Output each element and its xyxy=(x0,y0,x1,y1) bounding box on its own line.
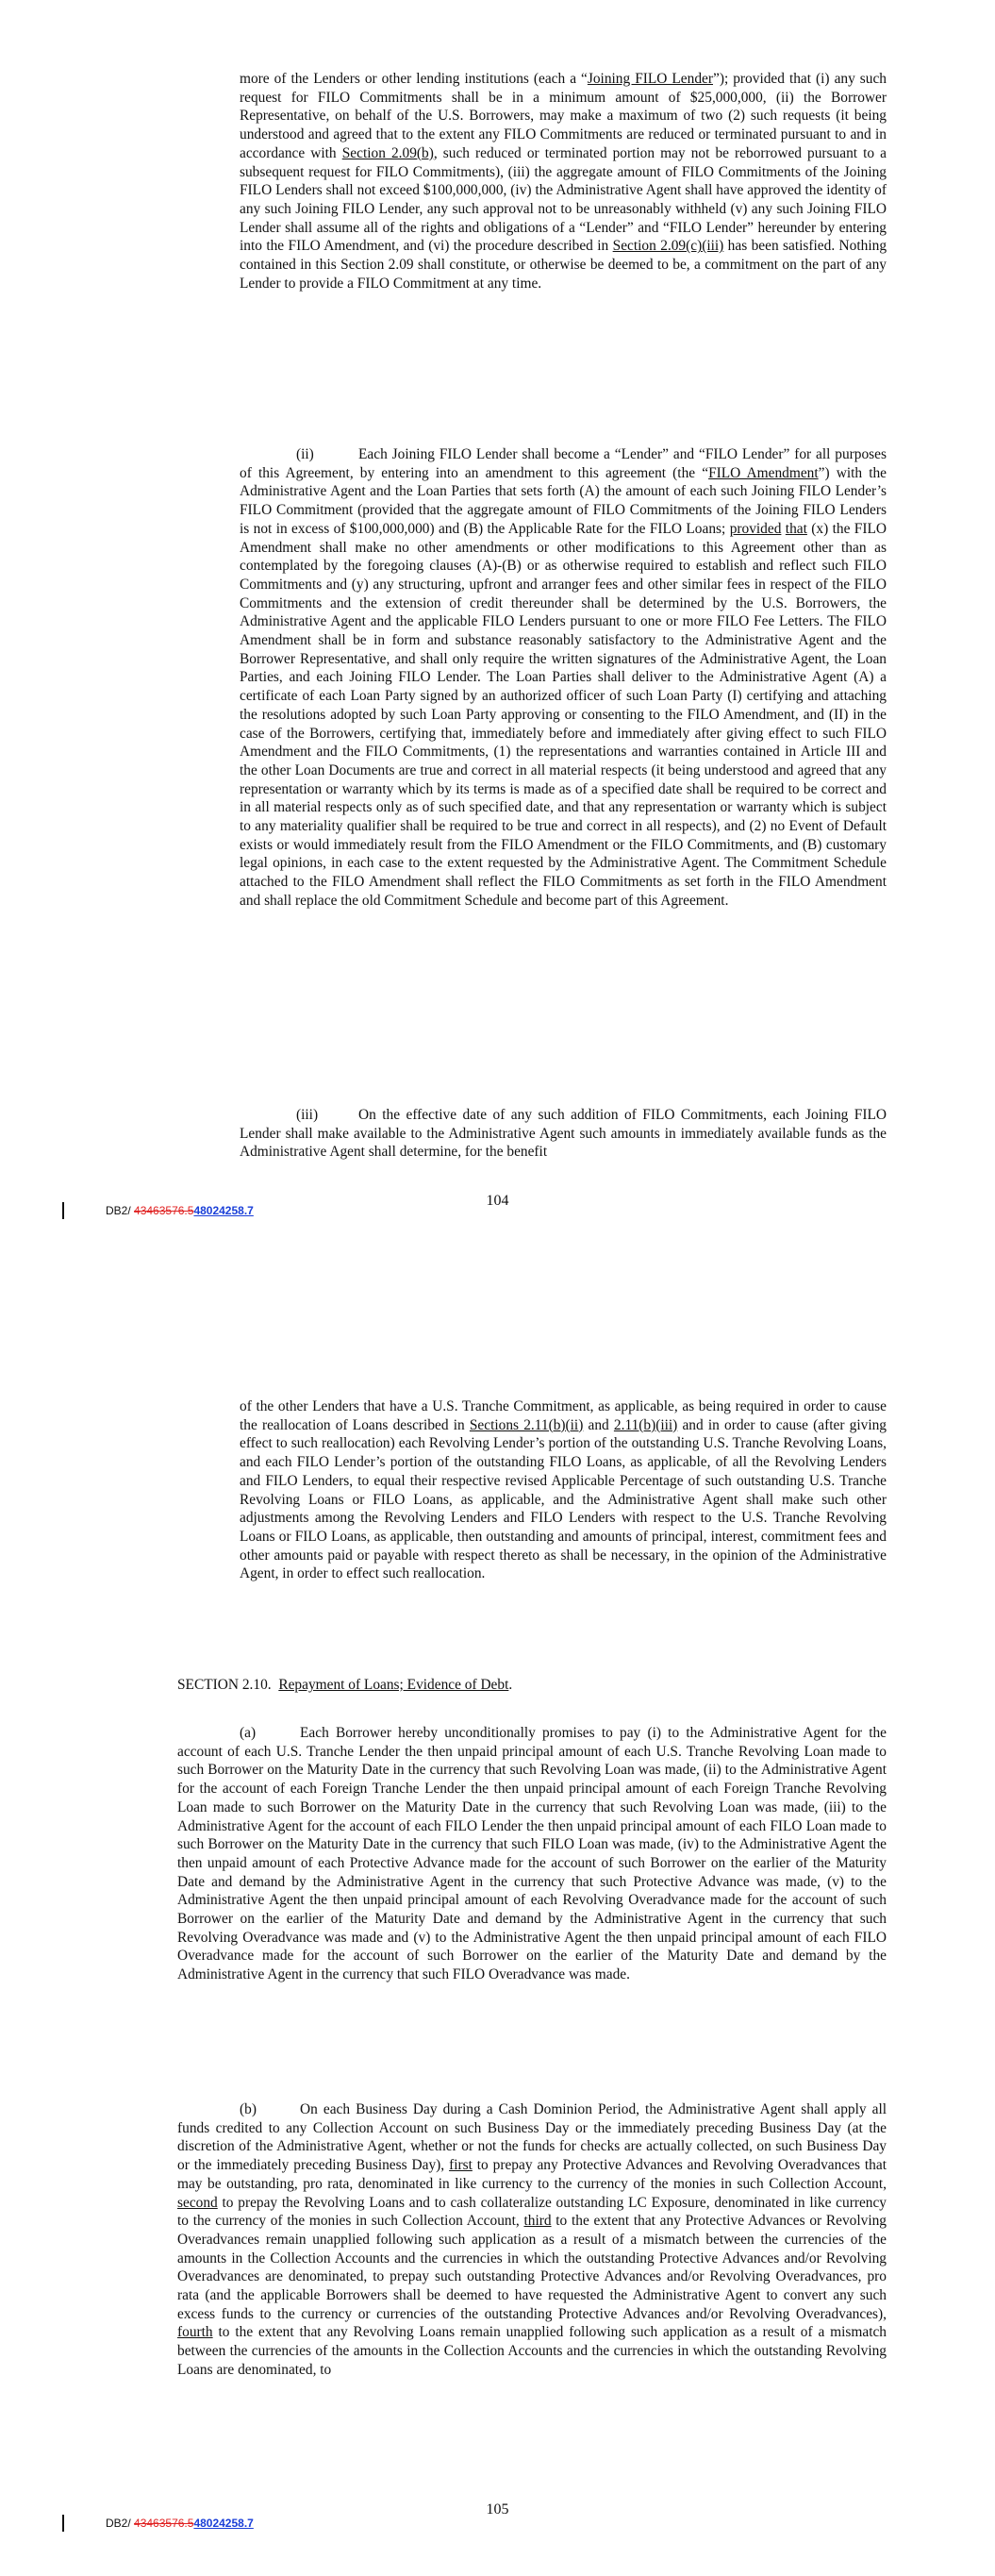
deleted-doc-id: 43463576.5 xyxy=(134,2517,194,2530)
section-title: Repayment of Loans; Evidence of Debt xyxy=(278,1677,509,1693)
page-105 xyxy=(0,1288,995,2576)
inserted-doc-id: 48024258.7 xyxy=(193,1204,254,1217)
section-reference: Section 2.09(c)(iii) xyxy=(612,238,724,255)
paragraph-a: (a) Each Borrower hereby unconditionally promises to pay (i) to the Administrative Agent for the account of each U.S. Tranche Lender the then unpaid principal amount of each U.S. Tranche Revolving Loan made to such Borrower on the Maturity Date in the currency that such Revolving Loan was made, (ii) to the Administrative Agent for the account of each Foreign Tranche Lender the then unpaid principal amount of each Foreign Tranche Revolving Loan made to such Borrower on the Maturity Date in the currency that such Revolving Loan was made, (iii) to the Administrative Agent for the account of each FILO Lender the then unpaid principal amount of each FILO Loan made to such Borrower on the Maturity Date in the currency that such FILO Loan was made, (iv) to the Administrative Agent the then unpaid amount of each Protective Advance made for the account of such Borrower on the earlier of the Maturity Date and demand by the Administrative Agent in the currency that such Protective Advance was made, (v) to the Administrative Agent the then unpaid principal amount of each Revolving Overadvance made for the account of such Borrower on the earlier of the Maturity Date and demand by the Administrative Agent in the currency that such Revolving Overadvance was made and (v) to the Administrative Agent the then unpaid principal amount of each FILO Overadvance made for the account of such Borrower on the earlier of the Maturity Date and demand by the Administrative Agent in the currency that such FILO Overadvance was made. xyxy=(177,1725,887,1983)
section-heading: SECTION 2.10. Repayment of Loans; Evidence of Debt. xyxy=(177,1677,513,1693)
paragraph-iii: (iii) On the effective date of any such addition of FILO Commitments, each Joining FILO Lender shall make available to the Administrative Agent such amounts in immediately available funds as the Administrative Agent shall determine, for the benefit xyxy=(240,1107,887,1161)
section-reference: 2.11(b)(iii) xyxy=(613,1416,678,1433)
paragraph-reallocation: of the other Lenders that have a U.S. Tranche Commitment, as applicable, as being required in order to cause the reallocation of Loans described in Sections 2.11(b)(ii) and 2.11(b)(iii) and in order to cause (after giving effect to such reallocation) each Revolving Lender’s portion of the outstanding U.S. Tranche Revolving Loans, and each FILO Lender’s portion of the outstanding FILO Loans, as applicable, of all the Revolving Lenders and FILO Lenders, to equal their respective revised Applicable Percentage of such outstanding U.S. Tranche Revolving Loans or FILO Loans, as applicable, and the Administrative Agent shall make such other adjustments among the Revolving Lenders and FILO Lenders with respect to the U.S. Tranche Revolving Loans or FILO Loans, as applicable, then outstanding and amounts of principal, interest, commitment fees and other amounts paid or payable with respect thereto as shall be necessary, in the opinion of the Administrative Agent, in order to effect such reallocation. xyxy=(240,1398,887,1582)
paragraph-b: (b) On each Business Day during a Cash Dominion Period, the Administrative Agent shall apply all funds credited to any Collection Account on such Business Day or the immediately preceding Business Day (at the discretion of the Administrative Agent, whether or not the funds for checks are actually collected, on such Business Day or the immediately preceding Business Day), first to prepay any Protective Advances and Revolving Overadvances that may be outstanding, pro rata, denominated in like currency to the currency of the monies in such Collection Account, second to prepay the Revolving Loans and to cash collateralize outstanding LC Exposure, denominated in like currency to the currency of the monies in such Collection Account, third to the extent that any Protective Advances or Revolving Overadvances remain unapplied following such application as a result of a mismatch between the currencies of the amounts in the Collection Accounts and the currencies in which the outstanding Protective Advances and/or Revolving Overadvances are denominated, to prepay such outstanding Protective Advances and/or Revolving Overadvances, pro rata (and the applicable Borrowers shall be deemed to have requested the Administrative Agent to convert any such excess funds to the currency or currencies of the outstanding Protective Advances and/or Revolving Overadvances), fourth to the extent that any Revolving Loans remain unapplied following such application as a result of a mismatch between the currencies of the amounts in the Collection Accounts and the currencies in which the outstanding Revolving Loans are denominated, to xyxy=(177,2101,887,2378)
clause-number: (ii) xyxy=(296,446,314,462)
section-reference: Sections 2.11(b)(ii) xyxy=(469,1416,584,1433)
inserted-doc-id: 48024258.7 xyxy=(193,2517,254,2530)
page-number: 104 xyxy=(486,1193,509,1209)
deleted-doc-id: 43463576.5 xyxy=(134,1204,194,1217)
change-bar xyxy=(62,2515,64,2532)
section-reference: Section 2.09(b) xyxy=(341,144,434,161)
clause-number: (b) xyxy=(240,2101,257,2117)
clause-number: (a) xyxy=(240,1725,257,1741)
paragraph-ii: (ii) Each Joining FILO Lender shall become a “Lender” and “FILO Lender” for all purposes of this Agreement, by entering into an amendment to this agreement (the “FILO Amendment”) with the Administrative Agent and the Loan Parties that sets forth (A) the amount of each such Joining FILO Lender’s FILO Commitment (provided that the aggregate amount of FILO Commitments of the Joining FILO Lenders is not in excess of $100,000,000) and (B) the Applicable Rate for the FILO Loans; provided that (x) the FILO Amendment shall make no other amendments or other modifications to this Agreement other than as contemplated by the foregoing clauses (A)-(B) or as otherwise required to establish and reflect such FILO Commitments and (y) any structuring, upfront and arranger fees and other similar fees in respect of the FILO Commitments and the extension of credit thereunder shall be determined by the U.S. Borrowers, the Administrative Agent and the applicable FILO Lenders pursuant to one or more FILO Fee Letters. The FILO Amendment shall be in form and substance reasonably satisfactory to the Administrative Agent and the Borrower Representative, and shall only require the written signatures of the Administrative Agent, the Loan Parties, and each Joining FILO Lender. The Loan Parties shall deliver to the Administrative Agent (A) a certificate of each Loan Party signed by an authorized officer of such Loan Party (I) certifying and attaching the resolutions adopted by such Loan Party approving or consenting to the FILO Amendment, and (II) in the case of the Borrowers, certifying that, immediately before and immediately after giving effect to such FILO Amendment and the FILO Commitments, (1) the representations and warranties contained in Article III and the other Loan Documents are true and correct in all material respects (it being understood and agreed that any representation or warranty which by its terms is made as of a specified date shall be required to be correct and in all material respects only as of such specified date, and that any representation or warranty which is subject to any materiality qualifier shall be required to be true and correct in all respects), and (2) no Event of Default exists or would immediately result from the FILO Amendment or the FILO Commitments, and (B) customary legal opinions, in each case to the extent requested by the Administrative Agent. The Commitment Schedule attached to the FILO Amendment shall reflect the FILO Commitments as set forth in the FILO Amendment and shall replace the old Commitment Schedule and become part of this Agreement. xyxy=(240,446,887,909)
clause-number: (iii) xyxy=(296,1107,319,1123)
document-footer: DB2/ 43463576.5 48024258.7 xyxy=(62,1202,254,1219)
defined-term-joining-filo-lender: Joining FILO Lender xyxy=(587,71,713,87)
change-bar xyxy=(62,1202,64,1219)
paragraph-filo-request: more of the Lenders or other lending institutions (each a “Joining FILO Lender”); provided that (i) any such request for FILO Commitments shall be in a minimum amount of $25,000,000, (ii) the Borrower Representative, on behalf of the U.S. Borrowers, may make a maximum of two (2) such requests (it being understood and agreed that to the extent any FILO Commitments are reduced or terminated pursuant to and in accordance with Section 2.09(b), such reduced or terminated portion may not be reborrowed pursuant to a subsequent request for FILO Commitments), (iii) the aggregate amount of FILO Commitments of the Joining FILO Lenders shall not exceed $100,000,000, (iv) the Administrative Agent shall have approved the identity of any such Joining FILO Lender, any such approval not to be unreasonably withheld (v) any such Joining FILO Lender shall assume all of the rights and obligations of a “Lender” and “FILO Lender” hereunder by entering into the FILO Amendment, and (vi) the procedure described in Section 2.09(c)(iii) has been satisfied. Nothing contained in this Section 2.09 shall constitute, or otherwise be deemed to be, a commitment on the part of any Lender to provide a FILO Commitment at any time. xyxy=(240,71,887,292)
defined-term-filo-amendment: FILO Amendment xyxy=(708,464,819,481)
page-number: 105 xyxy=(486,2501,509,2517)
document-footer: DB2/ 43463576.5 48024258.7 xyxy=(62,2515,254,2532)
